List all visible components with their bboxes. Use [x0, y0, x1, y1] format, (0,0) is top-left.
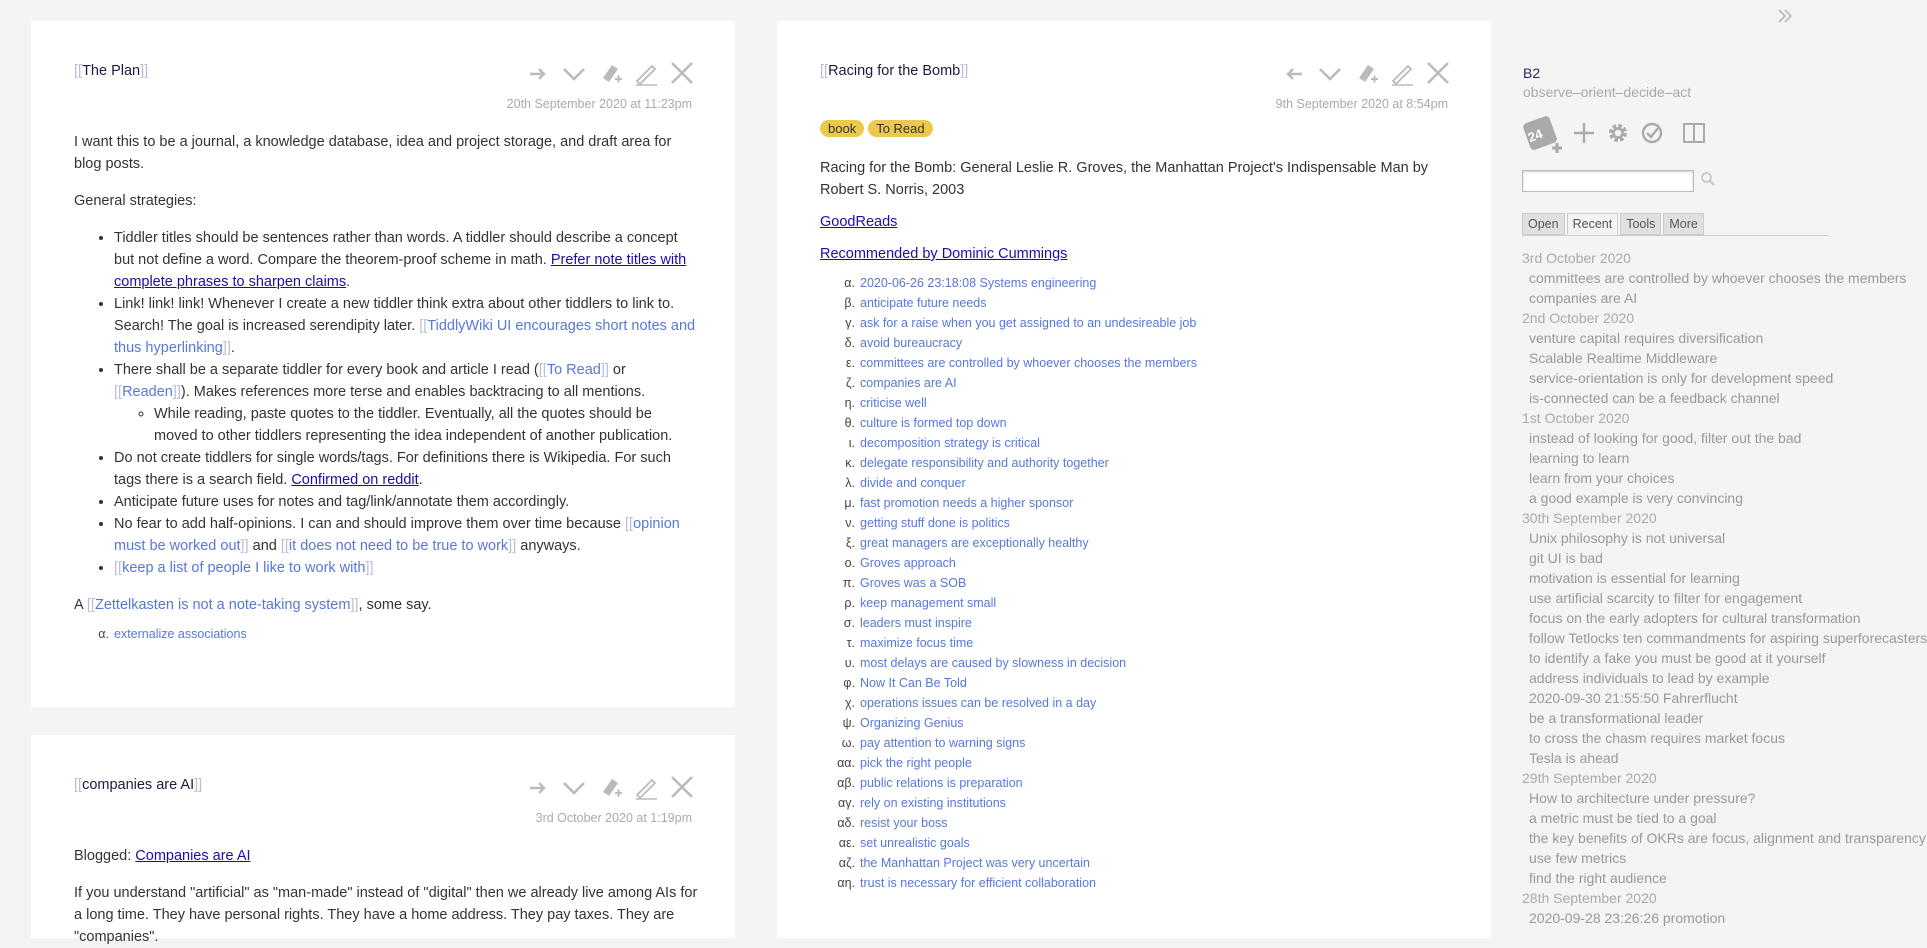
list-marker: π.: [842, 576, 855, 590]
greek-list: [74, 624, 698, 644]
recent-date-heading: 3rd October 2020: [1522, 250, 1631, 266]
close-icon[interactable]: [1425, 60, 1451, 86]
backlinks-list: [820, 273, 1454, 893]
list-item: • Link! link! link! Whenever I create a new tiddler think extra about other tiddlers to link to. Search! The goal is increased serendipity later. [[TiddlyWiki UI encourages short notes and thus hyperlinking]].: [114, 293, 698, 359]
recent-item-link[interactable]: learn from your choices: [1529, 470, 1675, 486]
tiddler-link[interactable]: committees are controlled by whoever chooses the members: [860, 356, 1197, 370]
recent-item-link[interactable]: How to architecture under pressure?: [1529, 790, 1756, 806]
recent-date-heading: 1st October 2020: [1522, 410, 1630, 426]
recent-item-link[interactable]: use few metrics: [1529, 850, 1627, 866]
sidebar: [1492, 0, 1927, 938]
list-item: [820, 373, 1454, 393]
tiddler-toolbar: [1281, 60, 1451, 86]
list-marker: ε.: [845, 356, 855, 370]
tab-open[interactable]: Open: [1522, 213, 1565, 235]
list-marker: ο.: [844, 556, 855, 570]
permalink-back-icon[interactable]: [1281, 60, 1307, 86]
list-marker: υ.: [844, 656, 855, 670]
list-item: [820, 773, 1454, 793]
tiddler-link[interactable]: anticipate future needs: [860, 296, 987, 310]
recent-item-link[interactable]: a metric must be tied to a goal: [1529, 810, 1717, 826]
tiddler-link[interactable]: maximize focus time: [860, 636, 974, 650]
list-marker: β.: [844, 296, 855, 310]
recent-item-link[interactable]: focus on the early adopters for cultural transformation: [1529, 610, 1861, 626]
site-subtitle: observe–orient–decide–act: [1523, 84, 1692, 100]
recent-item-link[interactable]: a good example is very convincing: [1529, 490, 1744, 506]
tiddler-companies-are-ai: [31, 735, 735, 945]
list-item: [820, 453, 1454, 473]
permalink-icon[interactable]: [525, 60, 551, 86]
list-marker: αδ.: [837, 816, 855, 830]
list-item: [820, 273, 1454, 293]
tiddler-link[interactable]: rely on existing institutions: [860, 796, 1006, 810]
list-marker: δ.: [844, 336, 855, 350]
list-item: • Do not create tiddlers for single words/tags. For definitions there is Wikipedia. For such tags there is a search field. Confirmed on reddit.: [114, 447, 698, 491]
list-marker: ξ.: [845, 536, 855, 550]
list-marker: αα.: [837, 756, 855, 770]
external-link[interactable]: Confirmed on reddit: [291, 472, 419, 488]
tag-to-read[interactable]: To Read: [868, 120, 932, 137]
item-text: There shall be a separate tiddler for every book and article I read (: [114, 362, 539, 378]
title-text[interactable]: Racing for the Bomb: [828, 63, 961, 79]
edit-icon[interactable]: [1389, 60, 1415, 86]
list-item: [820, 873, 1454, 893]
list-item: [820, 413, 1454, 433]
item-text: Link! link! link! Whenever I create a new tiddler think extra about other tiddlers to link to. Search! The goal is increased serendipity later.: [114, 296, 675, 334]
tiddler-link[interactable]: divide and conquer: [860, 476, 966, 490]
recent-item-link[interactable]: instead of looking for good, filter out the bad: [1529, 430, 1802, 446]
list-item: [74, 624, 698, 644]
list-marker: αζ.: [838, 856, 855, 870]
search-area: [1522, 170, 1716, 192]
recent-item-link[interactable]: committees are controlled by whoever chooses the members: [1529, 270, 1907, 286]
zettelkasten-paragraph: A [[Zettelkasten is not a note-taking system]], some say.: [74, 597, 432, 613]
tiddler-link[interactable]: operations issues can be resolved in a day: [860, 696, 1097, 710]
modified-date: 9th September 2020 at 8:54pm: [1275, 97, 1448, 111]
more-actions-icon[interactable]: [561, 60, 587, 86]
list-item: [820, 393, 1454, 413]
close-icon[interactable]: [669, 774, 695, 800]
text: A: [74, 597, 87, 613]
list-item: • Tiddler titles should be sentences rather than words. A tiddler should describe a concept but not define a word. Compare the theorem-proof scheme in math. Prefer note titles with complete phrases to sharpen claims.: [114, 227, 698, 293]
goodreads-paragraph: [820, 211, 1454, 233]
tiddler-link[interactable]: resist your boss: [860, 816, 948, 830]
tiddler-link[interactable]: public relations is preparation: [860, 776, 1023, 790]
list-item: [820, 693, 1454, 713]
tiddler-the-plan: [31, 21, 735, 707]
list-marker: θ.: [844, 416, 855, 430]
journal-day-number: 24: [1525, 125, 1545, 146]
list-item: [820, 513, 1454, 533]
tiddler-link[interactable]: Groves approach: [860, 556, 956, 570]
list-marker: ν.: [845, 516, 855, 530]
tiddler-link-to-read[interactable]: To Read: [546, 362, 601, 378]
goodreads-link[interactable]: GoodReads: [820, 214, 898, 230]
list-marker: α.: [98, 627, 109, 641]
item-text: No fear to add half-opinions. I can and should improve them over time because: [114, 516, 626, 532]
tiddler-link[interactable]: companies are AI: [860, 376, 957, 390]
list-item: [820, 713, 1454, 733]
tiddler-link[interactable]: Groves was a SOB: [860, 576, 967, 590]
list-marker: τ.: [846, 636, 855, 650]
recent-item-link[interactable]: to identify a fake you must be good at it yourself: [1529, 650, 1826, 666]
list-item: [820, 333, 1454, 353]
strategies-label: General strategies:: [74, 193, 197, 209]
recent-item-link[interactable]: Scalable Realtime Middleware: [1529, 350, 1718, 366]
strategies-list: [74, 227, 698, 579]
list-item: • No fear to add half-opinions. I can and should improve them over time because [[opinion must be worked out]] and [[it does not need to be true to work]] anyways.: [114, 513, 698, 557]
tiddler-link[interactable]: decomposition strategy is critical: [860, 436, 1040, 450]
recent-date-heading: 2nd October 2020: [1522, 310, 1635, 326]
tiddler-link[interactable]: Zettelkasten is not a note-taking system: [94, 597, 351, 613]
tiddler-toolbar: [525, 774, 695, 800]
tiddler-link[interactable]: most delays are caused by slowness in decision: [860, 656, 1127, 670]
list-marker: φ.: [843, 676, 855, 690]
new-here-icon[interactable]: [597, 60, 623, 86]
list-item: [820, 793, 1454, 813]
tiddler-link[interactable]: the Manhattan Project was very uncertain: [860, 856, 1090, 870]
list-marker: ι.: [848, 436, 855, 450]
recent-item-link[interactable]: find the right audience: [1529, 870, 1667, 886]
tiddler-link[interactable]: 2020-06-26 23:18:08 Systems engineering: [860, 276, 1097, 290]
list-marker: η.: [844, 396, 855, 410]
edit-icon[interactable]: [633, 774, 659, 800]
list-marker: α.: [844, 276, 855, 290]
gear-icon[interactable]: [1606, 121, 1630, 149]
external-link[interactable]: Companies are AI: [135, 848, 251, 864]
recent-item-link[interactable]: venture capital requires diversification: [1529, 330, 1764, 346]
tiddler-link[interactable]: externalize associations: [114, 627, 247, 641]
tiddler-body: [820, 157, 1454, 893]
list-marker: ρ.: [844, 596, 855, 610]
recent-item-link[interactable]: Unix philosophy is not universal: [1529, 530, 1726, 546]
blogged-paragraph: [74, 845, 698, 867]
recent-item-link[interactable]: motivation is essential for learning: [1529, 570, 1740, 586]
recent-date-heading: 30th September 2020: [1522, 510, 1657, 526]
intro-paragraph: I want this to be a journal, a knowledge database, idea and project storage, and draft area for blog posts.: [74, 134, 672, 172]
list-item: [820, 533, 1454, 553]
tiddler-link[interactable]: getting stuff done is politics: [860, 516, 1010, 530]
book-description: Racing for the Bomb: General Leslie R. Groves, the Manhattan Project's Indispensable Man by Robert S. Norris, 2003: [820, 160, 1429, 198]
recent-item-link[interactable]: learning to learn: [1529, 450, 1630, 466]
list-item: • [[keep a list of people I like to work with]]: [114, 557, 698, 579]
recommended-paragraph: [820, 243, 1454, 265]
recent-date-heading: 29th September 2020: [1522, 770, 1657, 786]
tag-book[interactable]: book: [820, 120, 864, 137]
tiddler-link[interactable]: fast promotion needs a higher sponsor: [860, 496, 1074, 510]
tiddler-body: [74, 131, 698, 644]
tag-list: [820, 120, 937, 137]
modified-date: 20th September 2020 at 11:23pm: [506, 97, 692, 111]
tiddler-link[interactable]: keep management small: [860, 596, 997, 610]
list-item: [820, 613, 1454, 633]
recent-item-link[interactable]: git UI is bad: [1529, 550, 1603, 566]
list-item: [820, 673, 1454, 693]
list-item: [820, 553, 1454, 573]
tiddler-link[interactable]: ask for a raise when you get assigned to an undesireable job: [860, 316, 1197, 330]
list-marker: ζ.: [846, 376, 855, 390]
list-marker: αγ.: [838, 796, 855, 810]
tiddler-link[interactable]: TiddlyWiki UI encourages short notes and thus hyperlinking: [114, 318, 696, 356]
tiddler-link[interactable]: pay attention to warning signs: [860, 736, 1026, 750]
close-icon[interactable]: [669, 60, 695, 86]
modified-date: 3rd October 2020 at 1:19pm: [535, 811, 692, 825]
tiddler-link[interactable]: great managers are exceptionally healthy: [860, 536, 1089, 550]
list-item: • There shall be a separate tiddler for every book and article I read ([[To Read]] or [[Readen]]). Makes references more terse and enables backtracing to all mentions. ◦ While reading, paste quotes to the tiddler. Eventually, all the quotes should be moved to other tiddlers representing the idea independent of another publication.: [114, 359, 698, 447]
list-marker: μ.: [844, 496, 855, 510]
page-controls: [1522, 115, 1706, 155]
list-item: [820, 733, 1454, 753]
list-marker: αε.: [838, 836, 855, 850]
recent-item-link[interactable]: 2020-09-28 23:26:26 promotion: [1529, 910, 1726, 926]
list-marker: ω.: [841, 736, 855, 750]
list-marker: αη.: [837, 876, 855, 890]
tiddler-link-readen[interactable]: Readen: [122, 384, 173, 400]
tab-recent[interactable]: Recent: [1567, 213, 1619, 235]
list-item: [820, 853, 1454, 873]
title-text[interactable]: The Plan: [82, 63, 141, 79]
item-text: ). Makes references more terse and enables backtracing to all mentions.: [180, 384, 646, 400]
item-text: or: [608, 362, 626, 378]
text: Blogged:: [74, 848, 136, 864]
recent-item-link[interactable]: the key benefits of OKRs are focus, alignment and transparency: [1529, 830, 1926, 846]
body-paragraph: If you understand "artificial" as "man-made" instead of "digital" then we already live among AIs for a long time. They have personal rights. They have a home address. They pay taxes. They are "companies".: [74, 885, 698, 945]
sub-list-item: ◦ While reading, paste quotes to the tiddler. Eventually, all the quotes should be moved to other tiddlers representing the idea independent of another publication.: [154, 403, 698, 447]
tiddler-link[interactable]: criticise well: [860, 396, 927, 410]
search-icon[interactable]: [1700, 171, 1716, 191]
list-item: [820, 473, 1454, 493]
new-journal-icon[interactable]: [1522, 115, 1562, 155]
check-circle-icon[interactable]: [1640, 121, 1664, 149]
list-marker: ψ.: [842, 716, 855, 730]
tiddler-toolbar: [525, 60, 695, 86]
edit-icon[interactable]: [633, 60, 659, 86]
tiddler-link[interactable]: Organizing Genius: [860, 716, 964, 730]
list-marker: κ.: [845, 456, 855, 470]
list-item: [820, 753, 1454, 773]
recent-item-link[interactable]: be a transformational leader: [1529, 710, 1704, 726]
item-text: Do not create tiddlers for single words/tags. For definitions there is Wikipedia. For such tags there is a search field.: [114, 450, 671, 488]
tiddler-link[interactable]: avoid bureaucracy: [860, 336, 963, 350]
recent-item-link[interactable]: 2020-09-30 21:55:50 Fahrerflucht: [1529, 690, 1738, 706]
list-item: [820, 593, 1454, 613]
recommended-link[interactable]: Recommended by Dominic Cummings: [820, 246, 1068, 262]
recent-list: [1522, 248, 1927, 928]
new-tiddler-icon[interactable]: [1572, 121, 1596, 149]
recent-date-heading: 28th September 2020: [1522, 890, 1657, 906]
tiddler-title[interactable]: [[The Plan]]: [74, 63, 149, 79]
list-item: [820, 493, 1454, 513]
item-text: Tiddler titles should be sentences rather than words. A tiddler should describe a concept but not define a word. Compare the theorem-proof scheme in math.: [114, 230, 678, 268]
tab-underline: [1522, 235, 1829, 236]
recent-item-link[interactable]: is-connected can be a feedback channel: [1529, 390, 1780, 406]
list-item: [820, 653, 1454, 673]
list-item: [820, 433, 1454, 453]
list-marker: γ.: [845, 316, 855, 330]
tiddler-link[interactable]: delegate responsibility and authority together: [860, 456, 1109, 470]
new-here-icon[interactable]: [597, 774, 623, 800]
list-marker: λ.: [845, 476, 855, 490]
sidebar-toggle-icon[interactable]: [1777, 8, 1793, 28]
tiddler-link[interactable]: opinion must be worked out: [114, 516, 680, 554]
recent-item-link[interactable]: follow Tetlocks ten commandments for aspiring superforecasters: [1529, 630, 1927, 646]
sidebar-tabs: [1522, 213, 1706, 235]
tiddler-link[interactable]: it does not need to be true to work: [288, 538, 509, 554]
recent-item-link[interactable]: to cross the chasm requires market focus: [1529, 730, 1785, 746]
tiddler-title[interactable]: [[companies are AI]]: [74, 777, 203, 793]
layout-toggle-icon[interactable]: [1682, 121, 1706, 149]
tiddler-link[interactable]: Now It Can Be Told: [860, 676, 967, 690]
tiddler-body: [74, 845, 698, 948]
list-item: [820, 353, 1454, 373]
tab-tools[interactable]: Tools: [1620, 213, 1661, 235]
tiddler-link[interactable]: pick the right people: [860, 756, 972, 770]
tab-more[interactable]: More: [1663, 213, 1703, 235]
permalink-icon[interactable]: [525, 774, 551, 800]
external-link[interactable]: Prefer note titles with complete phrases to sharpen claims: [114, 252, 687, 290]
list-item: [820, 833, 1454, 853]
tiddler-link[interactable]: keep a list of people I like to work with: [122, 560, 366, 576]
recent-item-link[interactable]: service-orientation is only for development speed: [1529, 370, 1834, 386]
recent-item-link[interactable]: Tesla is ahead: [1529, 750, 1619, 766]
list-marker: χ.: [844, 696, 855, 710]
tiddler-link[interactable]: trust is necessary for efficient collaboration: [860, 876, 1096, 890]
list-item: [820, 313, 1454, 333]
more-actions-icon[interactable]: [1317, 60, 1343, 86]
recent-item-link[interactable]: use artificial scarcity to filter for engagement: [1529, 590, 1803, 606]
list-item: [820, 813, 1454, 833]
more-actions-icon[interactable]: [561, 774, 587, 800]
search-input[interactable]: [1522, 170, 1694, 192]
list-item: [820, 573, 1454, 593]
list-item: [820, 633, 1454, 653]
sub-list: [114, 403, 698, 447]
list-item: • Anticipate future uses for notes and tag/link/annotate them accordingly.: [114, 491, 698, 513]
item-text: anyways.: [516, 538, 581, 554]
tiddler-racing-for-the-bomb: [777, 21, 1491, 938]
list-item: [820, 293, 1454, 313]
site-title: B2: [1523, 65, 1541, 81]
list-marker: αβ.: [837, 776, 855, 790]
tiddler-link[interactable]: leaders must inspire: [860, 616, 972, 630]
tiddler-title[interactable]: [[Racing for the Bomb]]: [820, 63, 969, 79]
tiddler-link[interactable]: set unrealistic goals: [860, 836, 970, 850]
recent-item-link[interactable]: address individuals to lead by example: [1529, 670, 1770, 686]
recent-item-link[interactable]: companies are AI: [1529, 290, 1638, 306]
tiddler-link[interactable]: culture is formed top down: [860, 416, 1007, 430]
item-text: and: [248, 538, 281, 554]
list-marker: σ.: [843, 616, 855, 630]
new-here-icon[interactable]: [1353, 60, 1379, 86]
text: , some say.: [358, 597, 432, 613]
title-text[interactable]: companies are AI: [82, 777, 195, 793]
